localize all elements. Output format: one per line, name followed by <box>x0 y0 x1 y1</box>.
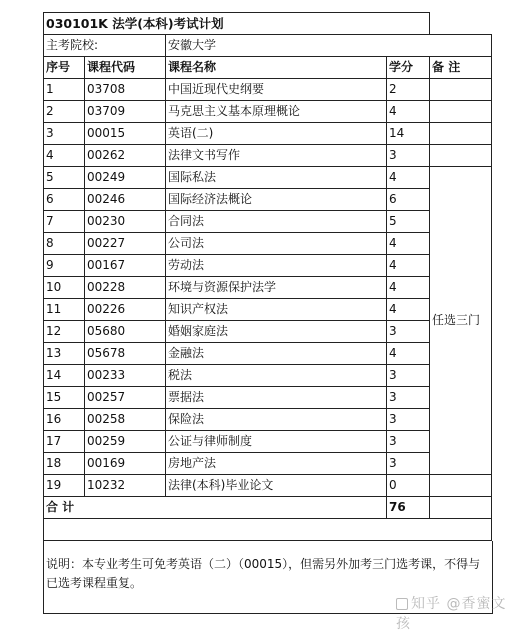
course-code: 00226 <box>85 299 166 321</box>
course-name: 法律(本科)毕业论文 <box>166 475 387 497</box>
course-code: 00262 <box>85 145 166 167</box>
course-seq: 15 <box>44 387 85 409</box>
course-row <box>44 123 492 145</box>
header-row <box>44 57 492 79</box>
header-credit: 学分 <box>387 57 430 79</box>
header-note: 备 注 <box>430 57 492 79</box>
course-credit: 3 <box>387 365 430 387</box>
course-row <box>44 409 492 431</box>
course-seq: 10 <box>44 277 85 299</box>
course-code: 00015 <box>85 123 166 145</box>
course-credit: 4 <box>387 101 430 123</box>
school-label: 主考院校: <box>44 35 166 57</box>
course-row <box>44 343 492 365</box>
course-code: 03708 <box>85 79 166 101</box>
course-name: 保险法 <box>166 409 387 431</box>
course-note <box>430 123 492 145</box>
course-row <box>44 299 492 321</box>
course-name: 票据法 <box>166 387 387 409</box>
course-seq: 9 <box>44 255 85 277</box>
course-seq: 3 <box>44 123 85 145</box>
elective-note: 任选三门 <box>430 167 492 475</box>
course-seq: 2 <box>44 101 85 123</box>
course-code: 00230 <box>85 211 166 233</box>
course-credit: 3 <box>387 453 430 475</box>
course-seq: 7 <box>44 211 85 233</box>
course-credit: 3 <box>387 145 430 167</box>
header-seq: 序号 <box>44 57 85 79</box>
course-row <box>44 365 492 387</box>
course-code: 10232 <box>85 475 166 497</box>
course-code: 00228 <box>85 277 166 299</box>
course-name: 税法 <box>166 365 387 387</box>
school-row <box>44 35 492 57</box>
course-code: 05680 <box>85 321 166 343</box>
course-credit: 3 <box>387 321 430 343</box>
exam-plan-sheet <box>43 12 491 614</box>
blank-row <box>44 519 492 541</box>
course-name: 环境与资源保护法学 <box>166 277 387 299</box>
course-credit: 6 <box>387 189 430 211</box>
course-credit: 4 <box>387 255 430 277</box>
course-name: 婚姻家庭法 <box>166 321 387 343</box>
course-name: 法律文书写作 <box>166 145 387 167</box>
course-seq: 11 <box>44 299 85 321</box>
course-seq: 14 <box>44 365 85 387</box>
course-row <box>44 167 492 189</box>
course-seq: 1 <box>44 79 85 101</box>
course-row <box>44 233 492 255</box>
course-seq: 13 <box>44 343 85 365</box>
course-row <box>44 101 492 123</box>
course-seq: 8 <box>44 233 85 255</box>
course-row <box>44 321 492 343</box>
course-seq: 18 <box>44 453 85 475</box>
course-name: 金融法 <box>166 343 387 365</box>
total-label: 合 计 <box>44 497 387 519</box>
title-row <box>44 13 492 35</box>
watermark: 知乎 @香蜜文孩 <box>396 596 507 632</box>
course-row <box>44 189 492 211</box>
course-credit: 2 <box>387 79 430 101</box>
course-code: 00259 <box>85 431 166 453</box>
course-code: 00258 <box>85 409 166 431</box>
course-code: 00249 <box>85 167 166 189</box>
course-note <box>430 145 492 167</box>
course-name: 公司法 <box>166 233 387 255</box>
course-name: 公证与律师制度 <box>166 431 387 453</box>
course-seq: 19 <box>44 475 85 497</box>
course-credit: 14 <box>387 123 430 145</box>
course-name: 合同法 <box>166 211 387 233</box>
course-row <box>44 387 492 409</box>
zhihu-logo-icon <box>396 598 408 610</box>
course-credit: 3 <box>387 409 430 431</box>
course-credit: 4 <box>387 343 430 365</box>
course-code: 00233 <box>85 365 166 387</box>
course-row <box>44 431 492 453</box>
course-note <box>430 475 492 497</box>
total-row <box>44 497 492 519</box>
course-code: 00227 <box>85 233 166 255</box>
course-code: 05678 <box>85 343 166 365</box>
plan-description: 说明：本专业考生可免考英语（二）（00015），但需另外加考三门选考课，不得与已选考课程重复。 <box>43 541 493 614</box>
course-code: 00167 <box>85 255 166 277</box>
course-seq: 5 <box>44 167 85 189</box>
course-seq: 12 <box>44 321 85 343</box>
course-name: 知识产权法 <box>166 299 387 321</box>
course-name: 马克思主义基本原理概论 <box>166 101 387 123</box>
course-row <box>44 145 492 167</box>
course-note <box>430 101 492 123</box>
course-name: 国际经济法概论 <box>166 189 387 211</box>
course-code: 00246 <box>85 189 166 211</box>
course-credit: 4 <box>387 167 430 189</box>
course-name: 中国近现代史纲要 <box>166 79 387 101</box>
course-credit: 0 <box>387 475 430 497</box>
course-credit: 4 <box>387 299 430 321</box>
course-seq: 16 <box>44 409 85 431</box>
course-code: 00169 <box>85 453 166 475</box>
school-value: 安徽大学 <box>166 35 492 57</box>
course-name: 劳动法 <box>166 255 387 277</box>
course-code: 03709 <box>85 101 166 123</box>
course-credit: 3 <box>387 431 430 453</box>
course-seq: 17 <box>44 431 85 453</box>
course-note <box>430 79 492 101</box>
course-row <box>44 475 492 497</box>
exam-plan-table <box>43 12 492 541</box>
header-code: 课程代码 <box>85 57 166 79</box>
plan-title: 030101K 法学(本科)考试计划 <box>44 13 430 35</box>
course-credit: 5 <box>387 211 430 233</box>
course-credit: 3 <box>387 387 430 409</box>
course-row <box>44 277 492 299</box>
course-credit: 4 <box>387 277 430 299</box>
course-name: 房地产法 <box>166 453 387 475</box>
course-row <box>44 211 492 233</box>
course-row <box>44 255 492 277</box>
course-seq: 4 <box>44 145 85 167</box>
course-row <box>44 453 492 475</box>
course-name: 英语(二) <box>166 123 387 145</box>
course-credit: 4 <box>387 233 430 255</box>
course-name: 国际私法 <box>166 167 387 189</box>
course-seq: 6 <box>44 189 85 211</box>
course-code: 00257 <box>85 387 166 409</box>
header-name: 课程名称 <box>166 57 387 79</box>
course-row <box>44 79 492 101</box>
total-credit: 76 <box>387 497 430 519</box>
